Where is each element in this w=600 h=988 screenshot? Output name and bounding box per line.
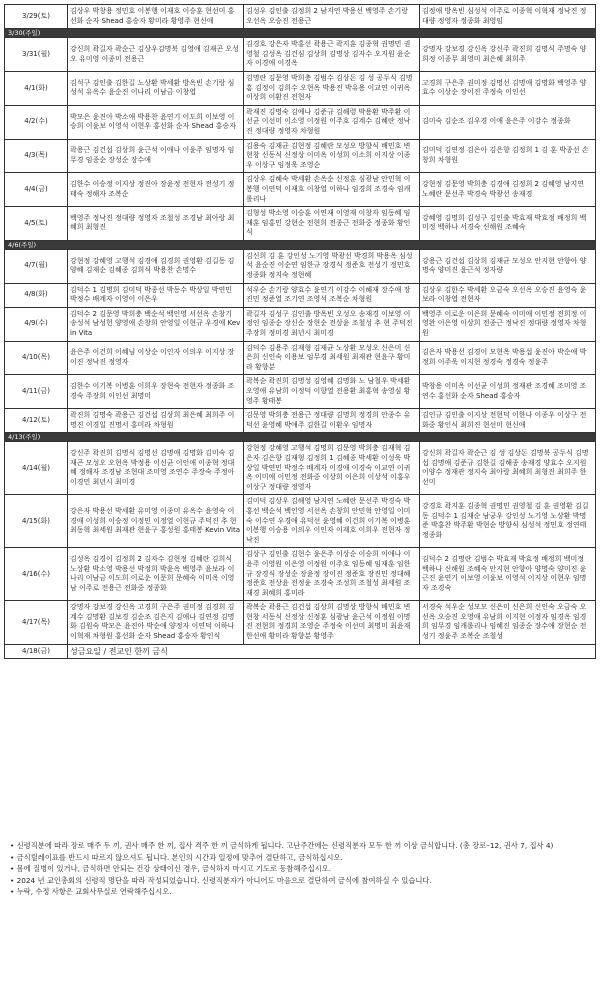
date-cell: 4/12(토): [5, 409, 68, 433]
names-cell: 석우순 손기랑 양효수 윤연기 이강수 이혜재 장수애 장진민 정준열 조기연 조영석 조복순 차형원: [244, 283, 420, 307]
fasting-relay-table: [4, 4, 596, 659]
schedule-row: [5, 442, 596, 495]
sunday-separator-row: [5, 433, 596, 442]
names-cell: 김문영 박희충 전용근 정대량 김명희 정경희 안종수 유덕선 윤영혜 박애주 김한길 이환우 임명자: [244, 409, 420, 433]
names-cell: 김미덕 김상우 김해영 남지연 노혜란 문선주 박경숙 박홍선 백순석 백인영 서선옥 손창희 안민혁 안영일 이미숙 이수연 우경애 유덕선 윤영혜 이건희 이기복 이병훈 이봉행 이승용 이의우 이인자 이재호 이희우 전현자 정낙진: [244, 495, 420, 548]
date-cell: 4/18(금): [5, 644, 68, 659]
schedule-row: [5, 409, 596, 433]
names-cell: 강경호 곽지훈 김종혁 권명민 권영철 김 훈 권영환 김길동 김덕수 1 김재순 남궁우 강인성 노기영 노상환 박명준 박홍찬 박주환 박현순 방향식 심성석 정민호 정연태 정종화: [420, 495, 596, 548]
names-cell: 김한수 이기복 이병훈 이희우 장현숙 전현자 정종화 조경숙 주장희 이인선 최명미: [68, 375, 244, 409]
names-cell: 김성우 김인출 김정희 2 남지연 박용선 백영주 손기랑 오선옥 오승진 전용근: [244, 5, 420, 29]
names-cell: 강명자 강보경 강신옥 고경희 구은주 권미정 김경희 김계수 김명환 김보경 김순조 김은지 김애나 김연정 김명화 김원숙 박모은 윤진아 박순애 양정자 이연덕 이하나 이혁재 차형원 홍선화 순자 Shead 홍승자 황인식: [68, 601, 244, 644]
names-cell: 김덕수 1 김명희 김미덕 박종선 박동수 박상일 박연민 박정수 배계자 이영이 이은우: [68, 283, 244, 307]
date-cell: 4/3(목): [5, 139, 68, 173]
names-cell: 강용근 김건섭 김상희 김재균 모성오 안지현 안향아 양명숙 양미진 윤근석 정자량: [420, 249, 596, 283]
names-cell: 강신희 곽길자 곽순근 김 성 김상돈 김명북 공두식 김명섭 김명애 김준규 김한길 김해종 송재경 양효수 오지원 이양수 정재관 정지숙 최아랑 최혜희 최형진 최희주 한선미: [420, 442, 596, 495]
good-friday-row: [5, 644, 596, 659]
names-cell: 곽길자 김성구 김인출 방옥빈 오성오 송재경 이보영 이정인 임종순 장신순 장현순 전상윤 조철성 추 현 주덕진 주장희 정미경 최년시 최미경: [244, 307, 420, 341]
date-cell: 3/29(토): [5, 5, 68, 29]
date-cell: 4/14(월): [5, 442, 68, 495]
sunday-label: 3/30(주일): [5, 29, 596, 38]
names-cell: 고경희 구은주 권미정 김명선 김명애 김명화 백영주 양효수 이상순 장이진 주정숙 이인선: [420, 71, 596, 105]
names-cell: 김인규 김인출 이지상 전현덕 이한나 이종우 이상구 전화중 황인식 최희진 현선미 현신애: [420, 409, 596, 433]
schedule-row: [5, 307, 596, 341]
names-cell: 윤은주 이건희 이혜님 이상순 이인자 이의우 이지상 장이진 정낙진 정영자: [68, 341, 244, 375]
names-cell: 김성옥 김경이 김정희 2 김자수 김현정 김혜란 김희식 노상환 박소영 박용선 박정희 박윤옥 백영주 윤보라 이나리 이남금 이도희 이로운 이문희 문혜숙 이미옥 이영남 이주로 전용근 전화중 정종화: [68, 548, 244, 601]
date-cell: 4/5(토): [5, 207, 68, 241]
schedule-row: [5, 139, 596, 173]
date-cell: 3/31(월): [5, 38, 68, 72]
notes-section: [10, 840, 592, 898]
date-cell: 4/7(월): [5, 249, 68, 283]
names-cell: 강신주 곽진희 김명식 김명선 김명애 김명화 김미숙 김재곤 모성오 오현옥 박정용 이선균 이인애 이종혁 정대혜 정해자 조경남 조현대 조미영 조연수 주장숙 주정아 이경민 최년시 최미경: [68, 442, 244, 495]
names-cell: 강은자 박용선 박세환 유미영 이종미 유옥수 윤영숙 이경애 이성희 이승정 이정민 이정열 이현규 주덕진 추 현 최동혁 최세원 최재관 현윤구 홍성원 홍태봉 Kevin Vita: [68, 495, 244, 548]
names-cell: 강혜영 김명희 김성구 김인출 박효재 박효정 배정희 백미정 백하나 서경숙 신해원 조혜숙: [420, 207, 596, 241]
schedule-row: [5, 5, 596, 29]
good-friday-note: 성금요일 / 전교인 한끼 금식: [68, 644, 596, 659]
date-cell: 4/2(수): [5, 105, 68, 139]
sunday-separator-row: [5, 240, 596, 249]
date-cell: 4/17(목): [5, 601, 68, 644]
schedule-row: [5, 71, 596, 105]
names-cell: 김미숙 김순조 김우경 이애 윤은주 이강수 정종화: [420, 105, 596, 139]
names-cell: 강신희 곽길자 곽순근 김상우김명북 김영애 김재곤 오성오 유미영 이종미 전용근: [68, 38, 244, 72]
names-cell: 김신희 김 훈 강인성 노기영 박광선 박경희 박용옥 심성석 윤순진 이순연 임한규 장경식 정준호 전성기 정민호 정종화 정지숙 정현혜: [244, 249, 420, 283]
names-cell: 백영주 정낙진 정대량 정영자 조철성 조경남 최아랑 최혜희 최형진: [68, 207, 244, 241]
names-cell: 백영주 이로운 이은희 문혜숙 이미애 이민정 전희정 이영완 이은영 이상희 전종근 정낙진 정대량 정영자 차형원: [420, 307, 596, 341]
schedule-row: [5, 375, 596, 409]
sunday-separator-row: [5, 29, 596, 38]
date-cell: 4/8(화): [5, 283, 68, 307]
names-cell: 김정애 방옥빈 심성석 이주로 이종혁 이혁재 정낙진 정대량 정영자 정종화 최영임: [420, 5, 596, 29]
note-item: • 2024 년 교인총회의 신령직 명단을 따라 작성되었습니다. 신령직분자가 아니어도 마음으로 결단하여 금식에 참여하실 수 있습니다.: [10, 875, 432, 885]
names-cell: 곽복순 곽용근 김건섭 김상희 김명상 방향식 배민호 변현창 서동식 신정상 신정훈 심광남 윤근석 이정원 이명진 전현희 정경희 조영순 주정숙 이선미 최명미 최윤재 한선애 황미라 황향분 황영주: [244, 601, 420, 644]
note-item: • 금식릴레이표를 반드시 따르지 않으셔도 됩니다. 본인의 시간과 일정에 맞추어 결단하고, 금식하십시오.: [10, 852, 343, 862]
names-cell: 김석구 김인출 김한길 노상환 박세환 방옥빈 손기랑 심성석 유옥수 윤순진 이나리 이남금 이창엽: [68, 71, 244, 105]
names-cell: 김덕수 2 김명란 김범수 박효재 박효정 배정희 백미정 백하나 신해원 조혜숙 안지현 안향아 양명숙 양미진 윤근진 윤연기 이보영 이윤보 이영석 이지상 이현우 임명자 조경숙: [420, 548, 596, 601]
date-cell: 4/10(목): [5, 341, 68, 375]
names-cell: 김형성 박소영 이승훈 이연재 이영재 이창자 임동혜 임재훈 임홍민 강현순 전현희 전종근 전화중 정종화 황인식: [244, 207, 420, 241]
schedule-row: [5, 249, 596, 283]
sunday-label: 4/6(주일): [5, 240, 596, 249]
schedule-row: [5, 283, 596, 307]
names-cell: 김한수 이승정 이지상 정진아 장윤정 전현자 전성기 정태숙 정해자 조복순: [68, 173, 244, 207]
date-cell: 4/1(화): [5, 71, 68, 105]
schedule-row: [5, 38, 596, 72]
names-cell: 강명자 강보경 강신옥 강신주 곽진희 김명식 주명숙 양희정 이종무 최영미 최은혜 최희주: [420, 38, 596, 72]
date-cell: 4/15(화): [5, 495, 68, 548]
schedule-row: [5, 207, 596, 241]
schedule-row: [5, 341, 596, 375]
names-cell: 곽용근 김건섭 김상희 윤근석 이애나 이윤주 임명자 임무경 임종순 장성순 장수애: [68, 139, 244, 173]
sunday-label: 4/13(주일): [5, 433, 596, 442]
schedule-row: [5, 495, 596, 548]
names-cell: 강현정 강혜영 고행석 김명희 김문영 박희충 김재혁 김은자 김은향 김재형 김정희 1 김혜종 박세환 이성욱 박상일 박연민 박정수 배계자 이경애 이경숙 이교연 이귀옥 이미애 이민정 전화중 이상희 이은희 이상석 이홍우 이상구 정대량 정영자: [244, 442, 420, 495]
date-cell: 4/16(수): [5, 548, 68, 601]
schedule-row: [5, 105, 596, 139]
names-cell: 김상우 박창용 정민호 이봉행 이재호 이승훈 현선미 홍선화 순자 Shead 홍승자 황미라 황영주 현신애: [68, 5, 244, 29]
names-cell: 서경숙 석우순 성모모 신은미 신은희 신인숙 오금숙 오선옥 오승진 오영애 유남희 이지현 이정자 임경옥 임경희 임무경 임캐롤리나 임혜진 임종순 장수애 장현순 전성기 정윤주 조복순 조철성: [420, 601, 596, 644]
names-cell: 곽복순 곽진희 김명성 김영혜 김명화 노 남철우 박세환 오영애 유남희 이정덕 이향열 전용환 최홍혁 송영심 황영주 황태봉: [244, 375, 420, 409]
names-cell: 김상우 김한수 박세환 오금숙 오선옥 오승진 윤영숙 윤보라 이창엽 전현자: [420, 283, 596, 307]
note-item: • 누락, 수정 사항은 교회사무실로 연락해주십시오.: [10, 887, 172, 896]
names-cell: 곽진희 김명숙 곽용근 김건섭 김상희 최은혜 최희주 이명진 이경일 진명서 홍미라 차형원: [68, 409, 244, 433]
names-cell: 김명란 김문영 박희충 김범수 김상돈 김 성 공두식 김명흠 김정이 김희수 오현옥 박용진 박유용 이교연 이귀옥 이상희 이환진 전현자: [244, 71, 420, 105]
schedule-row: [5, 173, 596, 207]
schedule-row: [5, 601, 596, 644]
names-cell: 김덕수 김용주 김재형 김재균 노상환 모성오 신은미 신은희 신인숙 이용보 임무경 최세원 최재관 현윤구 황미라 황향분: [244, 341, 420, 375]
names-cell: 김덕수 2 김문영 박희충 백순석 백인영 서선옥 손창기 송성석 남성헌 양영애 손창희 안영일 이현규 우경애 Kevin Vita: [68, 307, 244, 341]
note-item: • 신령직분에 따라 장로 매주 두 끼, 권사 매주 한 끼, 집사 격주 한 끼 금식하게 됩니다. 고난주간에는 신령직분자 모두 한 끼 이상 금식합니다. (총 장로–12, 권사 7, 집사 4): [10, 841, 554, 850]
date-cell: 4/4(금): [5, 173, 68, 207]
note-item: • 몸에 질병이 있거나, 금식하면 안되는 건강 상태이신 경우, 금식하지 마시고 기도로 동참해주십시오.: [10, 864, 332, 873]
date-cell: 4/9(수): [5, 307, 68, 341]
names-cell: 강현정 김문영 박희충 김경애 김정희 2 김혜영 남지연 노혜란 문선주 박경숙 박광선 송재경: [420, 173, 596, 207]
names-cell: 김상구 김인출 김현수 윤은주 이상순 이승희 이애나 이윤주 이영원 이은영 이정원 이주호 임동혜 임재훈 임한규 장경식 장성순 장윤정 장이진 정준호 장진민 정대혜 정준호 전상윤 전정윤 조경숙 조성희 조철성 최세원 조재경 최혜희 홍미라: [244, 548, 420, 601]
names-cell: 김상우 김혜숙 박세환 손옥순 신정훈 심광남 안민혁 이봉행 이연덕 이재호 이창열 이하나 임경희 조경숙 임캐롤리나: [244, 173, 420, 207]
date-cell: 4/11(금): [5, 375, 68, 409]
names-cell: 박창용 이미옥 이선균 이성희 정재관 조경혜 조미영 조연수 홍선화 순자 Shead 홍승자: [420, 375, 596, 409]
names-cell: 강현정 강혜영 고행석 김경애 김경희 권영환 김길동 김양혜 김재순 김혜종 김희식 박용찬 손명수: [68, 249, 244, 283]
names-cell: 김미덕 김연정 김은아 김은향 김정희 1 김 훈 박종선 손창희 차형원: [420, 139, 596, 173]
names-cell: 김용숙 김재균 김현정 김혜란 모성오 방향식 배민호 변현창 신동식 신정상 이미옥 이성희 이소희 이지상 이종우 이상구 임정욱 조영순: [244, 139, 420, 173]
schedule-row: [5, 548, 596, 601]
names-cell: 박모은 윤진아 박소애 박용찬 윤연기 이도희 이보영 이승희 이윤보 이영석 이현우 홍선화 순자 Shead 홍승자: [68, 105, 244, 139]
names-cell: 김경호 강은자 박홍선 곽용근 곽지훈 김종혁 권명민 권영철 김성옥 김건심 김상희 김명상 김자수 오지원 윤순자 이경애 이경옥: [244, 38, 420, 72]
names-cell: 곽재진 김명숙 김예나 김준규 김해령 박용환 박주환 이선균 이선미 이소영 이정원 이주호 김계수 김혜란 정낙진 정대량 정영자 차형원: [244, 105, 420, 139]
names-cell: 김은자 박용선 김경이 모현옥 박용섭 윤진아 박순애 박정희 이주욱 이지현 정경숙 정경숙 정윤주: [420, 341, 596, 375]
